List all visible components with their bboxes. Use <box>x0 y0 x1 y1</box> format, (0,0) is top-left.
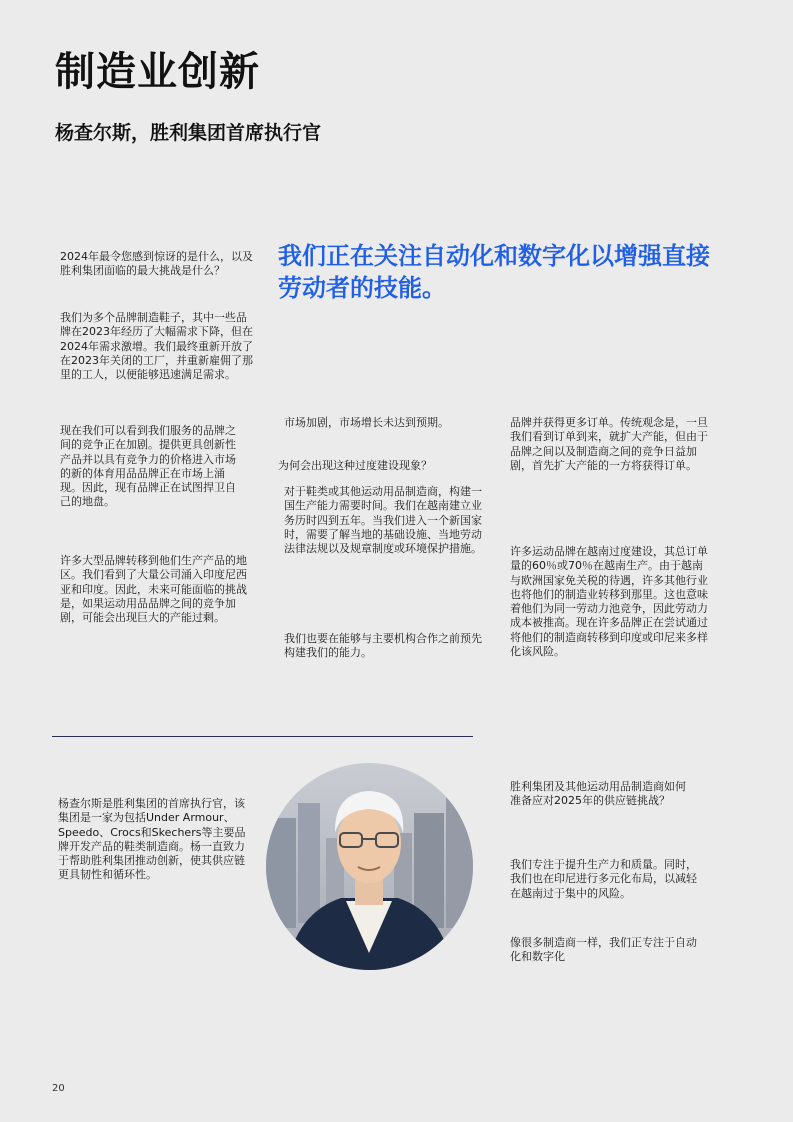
col2-paragraph-1: 市场加剧，市场增长未达到预期。 <box>284 416 449 429</box>
bottom-paragraph-1: 我们专注于提升生产力和质量。同时，我们也在印尼进行多元化布局，以减轻在越南过于集中的风险。 <box>510 858 697 900</box>
bottom-paragraph-2: 像很多制造商一样，我们正专注于自动化和数字化 <box>510 936 697 964</box>
col2-paragraph-3: 我们也要在能够与主要机构合作之前预先构建我们的能力。 <box>284 632 482 660</box>
ceo-portrait <box>266 763 473 970</box>
col3-paragraph-1: 品牌并获得更多订单。传统观念是，一旦我们看到订单到来，就扩大产能，但由于品牌之间以及制造商之间的竞争日益加剧，首先扩大产能的一方将获得订单。 <box>510 416 708 472</box>
section-divider <box>52 736 473 737</box>
col1-paragraph-1: 我们为多个品牌制造鞋子，其中一些品牌在2023年经历了大幅需求下降，但在2024年需求激增。我们最终重新开放了在2023年关闭的工厂，并重新雇佣了那里的工人，以便能够迅速满足需求。 <box>60 311 253 382</box>
page-title: 制造业创新 <box>55 49 260 95</box>
col2-paragraph-2: 对于鞋类或其他运动用品制造商，构建一国生产能力需要时间。我们在越南建立业务历时四到五年。当我们进入一个新国家时，需要了解当地的基础设施、当地劳动法律法规以及规章制度或环境保护措施。 <box>284 485 482 556</box>
question-3: 胜利集团及其他运动用品制造商如何准备应对2025年的供应链挑战？ <box>510 780 686 808</box>
portrait-illustration <box>266 763 473 970</box>
question-2: 为何会出现这种过度建设现象？ <box>278 459 432 472</box>
col3-paragraph-2: 许多运动品牌在越南过度建设，其总订单量的60％或70％在越南生产。由于越南与欧洲国家免关税的待遇，许多其他行业也将他们的制造业转移到那里。这也意味着他们为同一劳动力池竞争，因此劳动力成本被推高。现在许多品牌正在尝试通过将他们的制造商转移到印度或印尼来多样化该风险。 <box>510 545 708 659</box>
col1-paragraph-2: 现在我们可以看到我们服务的品牌之间的竞争正在加剧。提供更具创新性产品并以具有竞争力的价格进入市场的新的体育用品品牌正在市场上涌现。因此，现有品牌正在试图捍卫自己的地盘。 <box>60 424 236 509</box>
question-1: 2024年最令您感到惊讶的是什么，以及胜利集团面临的最大挑战是什么？ <box>60 250 253 278</box>
page-number: 20 <box>52 1083 65 1094</box>
col1-paragraph-3: 许多大型品牌转移到他们生产产品的地区。我们看到了大量公司涌入印度尼西亚和印度。因此，未来可能面临的挑战是，如果运动用品品牌之间的竞争加剧，可能会出现巨大的产能过剩。 <box>60 554 247 625</box>
bio-text: 杨查尔斯是胜利集团的首席执行官，该集团是一家为包括Under Armour、Speedo、Crocs和Skechers等主要品牌开发产品的鞋类制造商。杨一直致力于帮助胜利集团推动创新，使其供应链更具韧性和循环性。 <box>58 797 246 882</box>
pull-quote: 我们正在关注自动化和数字化以增强直接劳动者的技能。 <box>278 242 710 302</box>
page-subtitle: 杨查尔斯，胜利集团首席执行官 <box>55 122 322 144</box>
